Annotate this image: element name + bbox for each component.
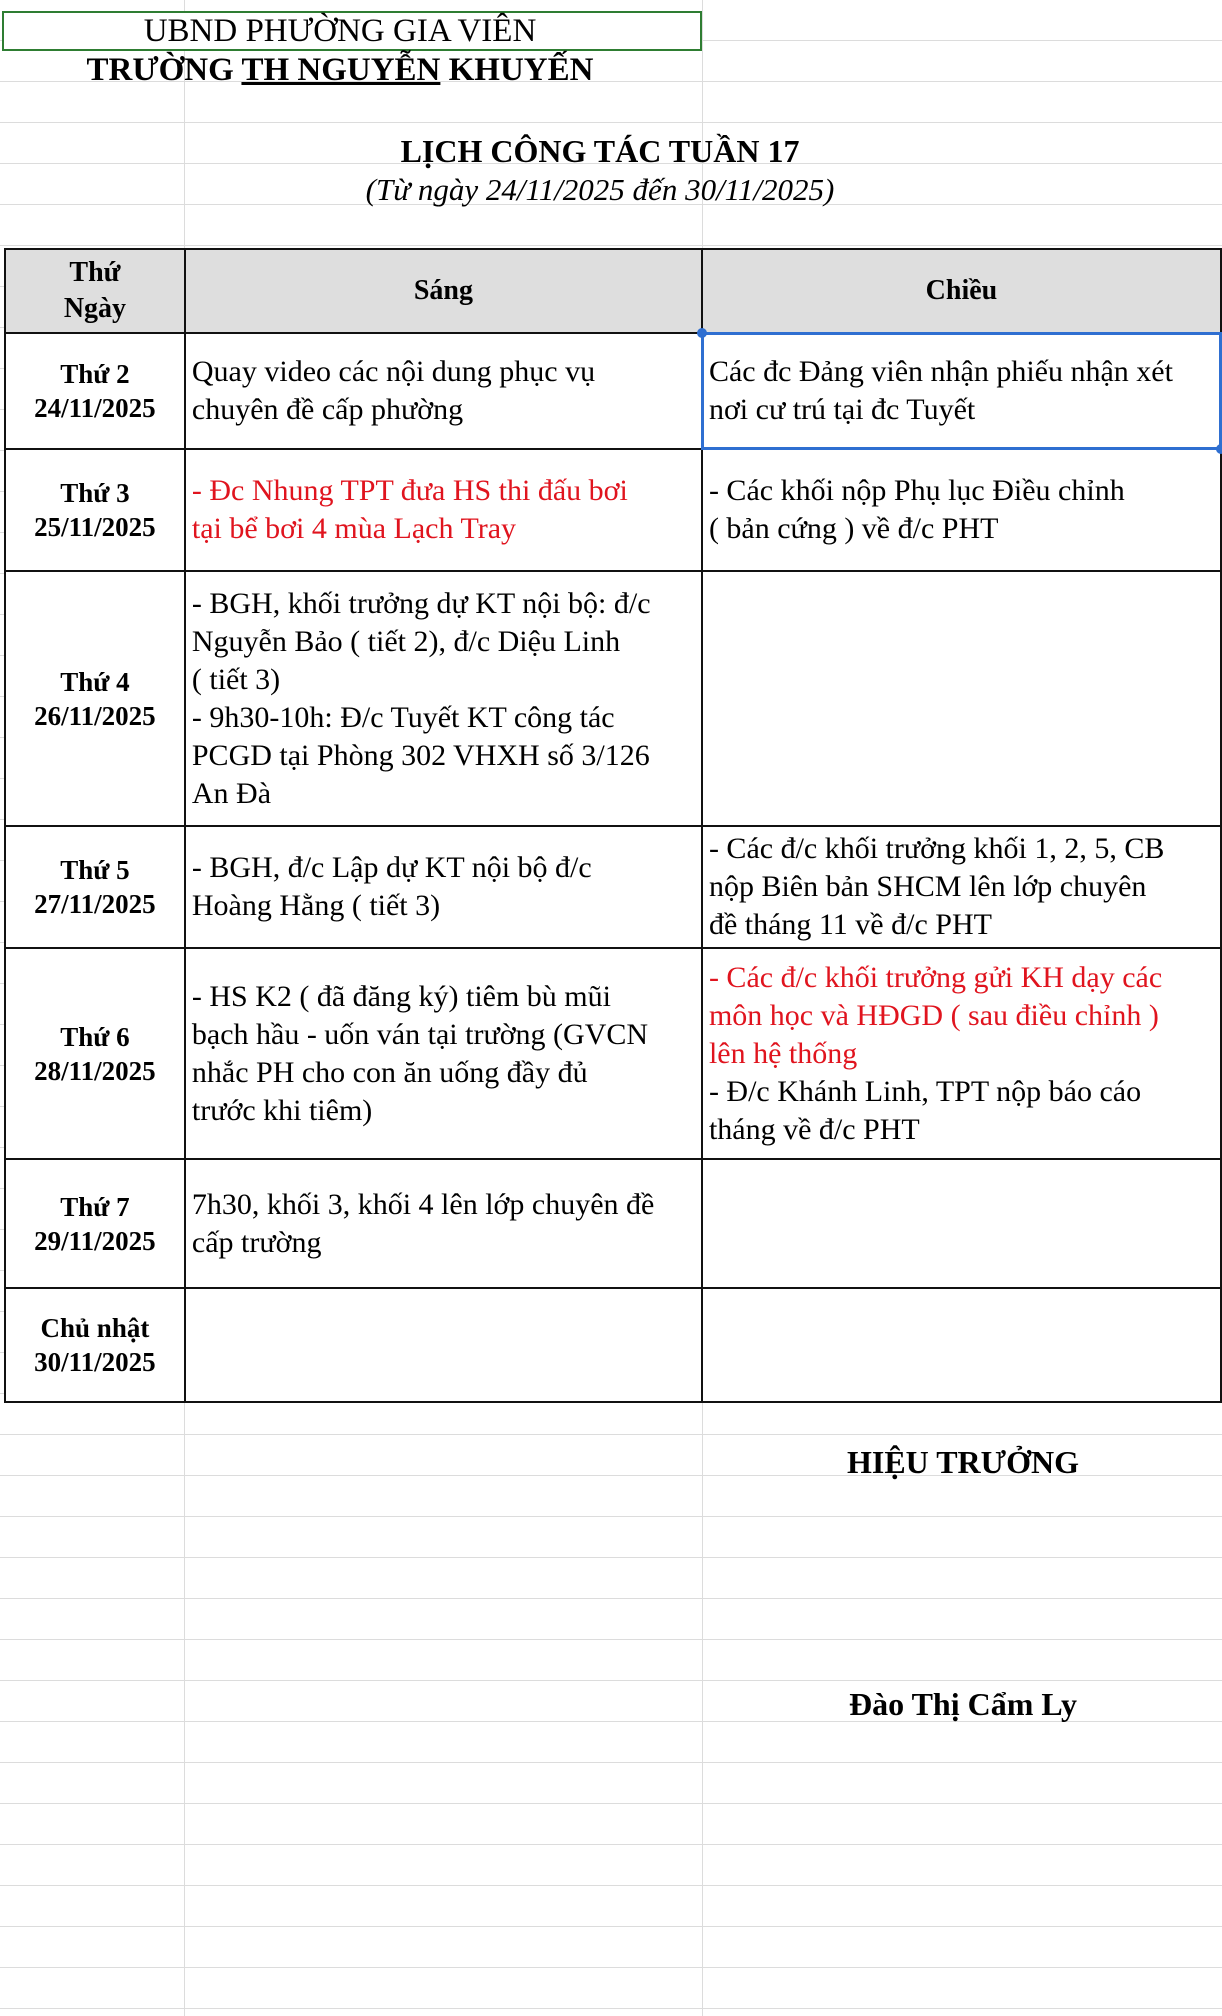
- morning-cell[interactable]: [185, 948, 702, 1159]
- text-line: An Đà: [191, 776, 272, 810]
- day-cell[interactable]: [5, 826, 185, 948]
- text-line: 7h30, khối 3, khối 4 lên lớp chuyên đề: [191, 1187, 655, 1221]
- table-row: [5, 333, 1221, 449]
- day-label: Thứ 2: [60, 359, 130, 389]
- header-day-line2: Ngày: [63, 293, 127, 324]
- afternoon-cell[interactable]: [702, 449, 1221, 571]
- day-cell[interactable]: [5, 948, 185, 1159]
- text-line: tại bể bơi 4 mùa Lạch Tray: [191, 512, 517, 545]
- date-label: 24/11/2025: [34, 393, 156, 423]
- text-line: PCGD tại Phòng 302 VHXH số 3/126: [191, 738, 650, 772]
- text-line: tháng về đ/c PHT: [708, 1112, 920, 1146]
- table-row: [5, 948, 1221, 1159]
- text-line: cấp trường: [191, 1225, 322, 1259]
- morning-cell[interactable]: [185, 1159, 702, 1288]
- header-morning[interactable]: Sáng: [185, 249, 702, 333]
- day-label: Chủ nhật: [40, 1313, 150, 1343]
- afternoon-cell[interactable]: [702, 826, 1221, 948]
- afternoon-cell[interactable]: [702, 571, 1221, 826]
- day-cell[interactable]: [5, 1159, 185, 1288]
- text-line: - BGH, khối trưởng dự KT nội bộ: đ/c: [191, 586, 651, 620]
- header-day-line1: Thứ: [69, 257, 121, 288]
- day-label: Thứ 5: [60, 855, 130, 885]
- selection-handle-bottom-right[interactable]: [1216, 444, 1222, 454]
- afternoon-cell-selected[interactable]: [702, 333, 1221, 449]
- school-name: [0, 52, 680, 89]
- text-line: - Đ/c Khánh Linh, TPT nộp báo cáo: [708, 1074, 1142, 1108]
- table-header-row: [5, 249, 1221, 333]
- table-row: [5, 571, 1221, 826]
- school-name-suffix: KHUYẾN: [440, 52, 594, 88]
- selection-handle-top-left[interactable]: [697, 328, 707, 338]
- signature-title: HIỆU TRƯỞNG: [846, 1444, 1080, 1480]
- afternoon-cell[interactable]: [702, 1288, 1221, 1402]
- text-line: nộp Biên bản SHCM lên lớp chuyên: [708, 870, 1147, 903]
- text-line: - Các khối nộp Phụ lục Điều chỉnh: [708, 474, 1125, 507]
- day-cell[interactable]: [5, 1288, 185, 1402]
- afternoon-cell[interactable]: [702, 1159, 1221, 1288]
- text-line: - 9h30-10h: Đ/c Tuyết KT công tác: [191, 700, 615, 734]
- school-name-underlined: TH NGUYỄN: [241, 52, 441, 88]
- day-label: Thứ 7: [60, 1191, 130, 1222]
- date-label: 29/11/2025: [34, 1225, 156, 1256]
- text-line: đề tháng 11 về đ/c PHT: [708, 908, 992, 941]
- text-line: Hoàng Hằng ( tiết 3): [191, 889, 441, 922]
- schedule-title: LỊCH CÔNG TÁC TUẦN 17: [400, 133, 800, 169]
- header-day[interactable]: [5, 249, 185, 333]
- text-line-highlight: lên hệ thống: [708, 1036, 858, 1070]
- text-line: Các đc Đảng viên nhận phiếu nhận xét: [708, 355, 1173, 388]
- date-label: 25/11/2025: [34, 512, 156, 542]
- text-line: - Các đ/c khối trưởng khối 1, 2, 5, CB: [708, 832, 1165, 865]
- text-line: chuyên đề cấp phường: [191, 393, 464, 426]
- header-afternoon[interactable]: Chiều: [702, 249, 1221, 333]
- text-line: nhắc PH cho con ăn uống đầy đủ: [191, 1055, 588, 1089]
- text-line-highlight: môn học và HĐGD ( sau điều chỉnh ): [708, 998, 1159, 1032]
- morning-cell[interactable]: [185, 333, 702, 449]
- text-line-highlight: - Các đ/c khối trưởng gửi KH dạy các: [708, 960, 1163, 994]
- morning-cell[interactable]: [185, 1288, 702, 1402]
- agency-name: UBND PHƯỜNG GIA VIÊN: [143, 13, 537, 49]
- day-cell[interactable]: [5, 333, 185, 449]
- text-line: nơi cư trú tại đc Tuyết: [708, 393, 976, 426]
- table-row: [5, 826, 1221, 948]
- table-row: [5, 449, 1221, 571]
- text-line: Nguyễn Bảo ( tiết 2), đ/c Diệu Linh: [191, 624, 621, 658]
- date-label: 28/11/2025: [34, 1055, 156, 1086]
- date-label: 30/11/2025: [34, 1347, 156, 1377]
- weekly-schedule-table: [4, 248, 1222, 1403]
- text-line: ( tiết 3): [191, 662, 281, 696]
- afternoon-cell[interactable]: [702, 948, 1221, 1159]
- school-name-prefix: TRƯỜNG: [86, 52, 242, 88]
- text-line: - HS K2 ( đã đăng ký) tiêm bù mũi: [191, 979, 611, 1013]
- day-cell[interactable]: [5, 449, 185, 571]
- day-label: Thứ 6: [60, 1021, 130, 1052]
- day-cell[interactable]: [5, 571, 185, 826]
- table-row: [5, 1159, 1221, 1288]
- signature-name: Đào Thị Cẩm Ly: [849, 1686, 1077, 1722]
- text-line: trước khi tiêm): [191, 1093, 373, 1127]
- text-line: - Đc Nhung TPT đưa HS thi đấu bơi: [191, 474, 628, 507]
- day-label: Thứ 4: [60, 666, 130, 697]
- morning-cell[interactable]: [185, 571, 702, 826]
- schedule-date-range: (Từ ngày 24/11/2025 đến 30/11/2025): [365, 172, 835, 207]
- date-label: 27/11/2025: [34, 889, 156, 919]
- morning-cell[interactable]: [185, 826, 702, 948]
- morning-cell[interactable]: [185, 449, 702, 571]
- text-line: ( bản cứng ) về đ/c PHT: [708, 512, 999, 545]
- text-line: bạch hầu - uốn ván tại trường (GVCN: [191, 1017, 649, 1051]
- table-row: [5, 1288, 1221, 1402]
- text-line: Quay video các nội dung phục vụ: [191, 355, 596, 388]
- day-label: Thứ 3: [60, 478, 130, 508]
- date-label: 26/11/2025: [34, 700, 156, 731]
- text-line: - BGH, đ/c Lập dự KT nội bộ đ/c: [191, 851, 592, 884]
